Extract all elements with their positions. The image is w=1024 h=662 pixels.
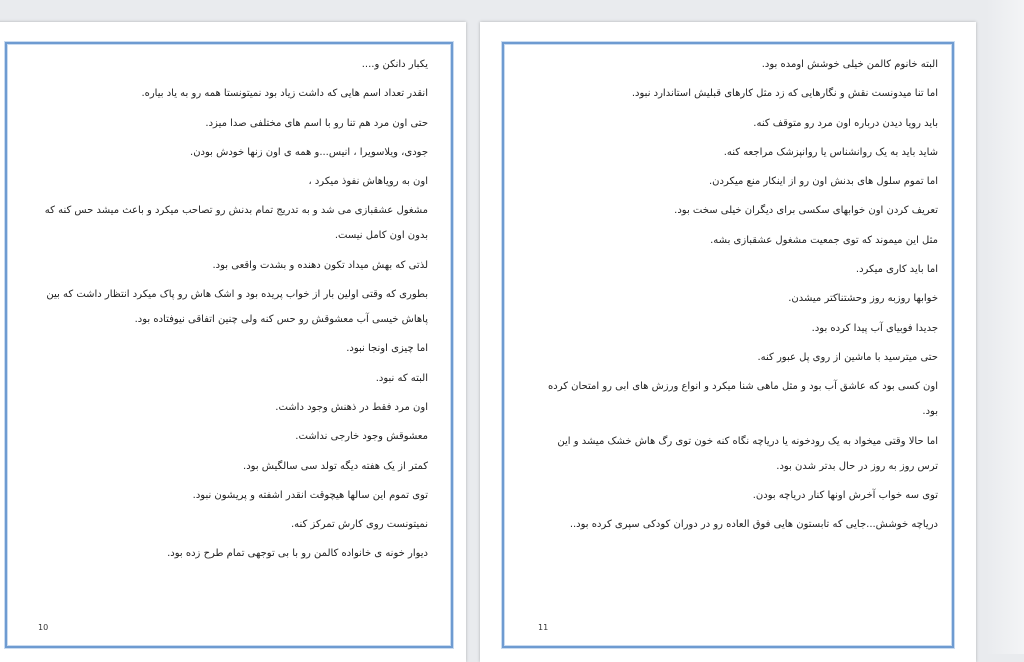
paragraph: اون به رویاهاش نفوذ میکرد ، [308, 176, 428, 188]
paragraph: مثل این میموند که توی جمعیت مشغول عشقبازی بشه. [710, 234, 938, 246]
paragraph: نمیتونست روی کارش تمرکز کنه. [290, 519, 428, 531]
paragraph: اون کسی بود که عاشق آب بود و مثل ماهی شنا میکرد و انواع ورزش های ابی رو امتحان کرده بود. [548, 381, 938, 418]
paragraph: خوابها روزبه روز وحشتناکتر میشدن. [788, 293, 938, 305]
page-number: 11 [538, 623, 549, 632]
paragraph: اما تنا میدونست نقش و نگارهایی که زد مثل کارهای قبلیش استاندارد نبود. [631, 88, 938, 100]
paragraph: انقدر تعداد اسم هایی که داشت زیاد بود نمیتونستا همه رو به یاد بیاره. [141, 88, 428, 100]
document-page-right [480, 22, 976, 662]
paragraph: یکبار دانکن و.... [361, 59, 428, 70]
document-page-left [0, 22, 466, 662]
paragraph: کمتر از یک هفته دیگه تولد سی سالگیش بود. [243, 460, 428, 472]
paragraph: توی تموم این سالها هیچوقت انقدر اشفته و پریشون نبود. [192, 489, 428, 501]
paragraph: جودی، ویلاسویرا ، انیس...و همه ی اون زنها خودش بودن. [190, 146, 428, 158]
paragraph: اما چیزی اونجا نبود. [346, 343, 428, 355]
paragraph: معشوقش وجود خارجی نداشت. [295, 431, 428, 443]
paragraph: حتی اون مرد هم تنا رو با اسم های مختلفی صدا میزد. [205, 117, 428, 129]
paragraph: حتی میترسید با ماشین از روی پل عبور کنه. [757, 351, 938, 363]
paragraph: اما باید کاری میکرد. [855, 264, 938, 276]
paragraph: البته که نبود. [375, 372, 428, 384]
paragraph: اما حالا وقتی میخواد به یک رودخونه یا دریاچه نگاه کنه خون توی رگ هاش خشک میشد و این ترس روز به روز در حال بدتر شدن بود. [557, 435, 938, 472]
paragraph: توی سه خواب آخرش اونها کنار دریاچه بودن. [752, 489, 938, 501]
paragraph: باید رویا دیدن درباره اون مرد رو متوقف کنه. [753, 117, 938, 129]
page-body [536, 52, 938, 622]
paragraph: بطوری که وقتی اولین بار از خواب پریده بود و اشک هاش رو پاک میکرد انتظار داشت که بین پاهاش خیسی آب معشوقش رو حس کنه ولی چنین اتفاقی نیوفتاده بود. [46, 289, 428, 326]
page-body [31, 52, 428, 622]
paragraph: تعریف کردن اون خوابهای سکسی برای دیگران خیلی سخت بود. [674, 205, 938, 217]
paragraph: البته خانوم کالمن خیلی خوشش اومده بود. [761, 59, 938, 70]
page-number: 10 [38, 623, 49, 632]
paragraph: جدیدا فوبیای آب پیدا کرده بود. [811, 322, 938, 334]
paragraph: اون مرد فقط در ذهنش وجود داشت. [275, 401, 428, 413]
paragraph: دیوار خونه ی خانواده کالمن رو با بی توجهی تمام طرح زده بود. [167, 548, 428, 560]
paragraph: شاید باید به یک روانشناس یا روانپزشک مراجعه کنه. [723, 146, 938, 158]
paragraph: دریاچه خوشش...جایی که تابستون هایی فوق العاده رو در دوران کودکی سپری کرده بود.. [569, 519, 938, 531]
paragraph: لذتی که بهش میداد تکون دهنده و بشدت واقعی بود. [212, 259, 428, 271]
viewer-scroll-area[interactable] [986, 0, 1024, 654]
paragraph: اما تموم سلول های بدنش اون رو از اینکار منع میکردن. [708, 176, 938, 188]
paragraph: مشغول عشقبازی می شد و به تدریج تمام بدنش رو تصاحب میکرد و باعث میشد حس کنه که بدون اون کامل نیست. [44, 205, 428, 242]
